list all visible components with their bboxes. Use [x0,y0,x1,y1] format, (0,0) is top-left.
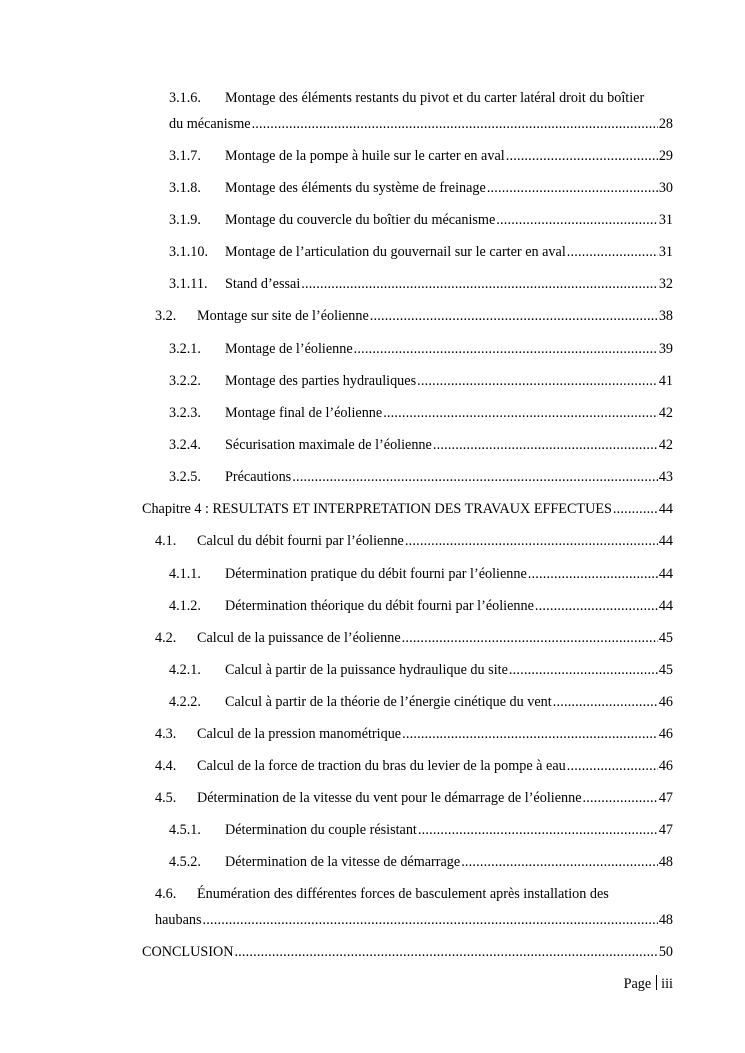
toc-page-number: 30 [658,180,673,196]
toc-entry-number: 3.1.9. [169,212,201,228]
toc-page-number: 46 [658,758,673,774]
toc-entry-number: 4.3. [155,726,177,742]
toc-entry[interactable] [0,628,745,648]
toc-entry-title: Détermination théorique du débit fourni par l’éolienne [225,598,534,614]
toc-entry[interactable] [0,88,745,108]
toc-entry[interactable] [0,210,745,230]
toc-entry-number: 4.6. [155,886,177,902]
toc-entry-number: 3.2. [155,308,177,324]
toc-entry[interactable] [0,596,745,616]
toc-page-number: 48 [658,912,673,928]
leader-dots [506,146,658,166]
toc-entry-number: 3.1.10. [169,244,209,260]
toc-page-number: 43 [658,469,673,485]
toc-entry-title-continued: du mécanisme [169,116,251,132]
leader-dots [535,596,658,616]
toc-entry-number: 3.2.4. [169,437,201,453]
toc-page-number: 44 [658,598,673,614]
toc-entry[interactable] [0,884,745,904]
toc-entry[interactable] [0,435,745,455]
toc-entry[interactable] [0,274,745,294]
toc-page-number: 42 [658,405,673,421]
toc-entry[interactable] [0,660,745,680]
toc-entry-title: Calcul de la puissance de l’éolienne [197,630,401,646]
toc-entry[interactable] [0,692,745,712]
leader-dots [252,114,658,134]
toc-entry-number: 3.1.8. [169,180,201,196]
toc-entry-continuation[interactable] [0,114,745,134]
toc-entry[interactable] [0,820,745,840]
toc-entry-number: 4.2.1. [169,662,201,678]
toc-entry-continuation[interactable] [0,910,745,930]
toc-entry[interactable] [0,756,745,776]
toc-entry-number: 4.2. [155,630,177,646]
leader-dots [354,339,658,359]
toc-entry-title: Montage des parties hydrauliques [225,373,417,389]
toc-entry-number: 4.5. [155,790,177,806]
toc-entry-title: Montage de l’éolienne [225,341,353,357]
toc-page-number: 47 [658,822,673,838]
leader-dots [461,852,658,872]
toc-page-number: 44 [658,566,673,582]
toc-page-number: 46 [658,726,673,742]
toc-page-number: 50 [658,944,673,960]
toc-entry-title: Calcul à partir de la puissance hydraulique du site [225,662,508,678]
toc-entry-number: 3.2.3. [169,405,201,421]
toc-page-number: 41 [658,373,673,389]
toc-entry[interactable] [0,242,745,262]
toc-entry-number: 3.1.11. [169,276,208,292]
leader-dots [402,724,658,744]
toc-entry-title: Énumération des différentes forces de basculement après installation des [197,886,609,902]
toc-entry-number: 4.5.1. [169,822,201,838]
toc-chapter-entry[interactable] [0,499,745,519]
leader-dots [405,531,658,551]
toc-entry-title: Montage sur site de l’éolienne [197,308,369,324]
toc-page-number: 29 [658,148,673,164]
leader-dots [417,371,658,391]
leader-dots [613,499,658,519]
leader-dots [234,942,657,962]
toc-entry-title: Détermination du couple résistant [225,822,417,838]
toc-entry[interactable] [0,339,745,359]
toc-page-number: 45 [658,662,673,678]
toc-entry[interactable] [0,371,745,391]
footer-page-number: iii [661,976,673,992]
toc-page-number: 45 [658,630,673,646]
toc-entry-title: Montage du couvercle du boîtier du mécanisme [225,212,496,228]
leader-dots [301,274,658,294]
toc-entry-number: 3.1.7. [169,148,201,164]
toc-entry-title: Montage de la pompe à huile sur le carter en aval [225,148,505,164]
toc-entry-title: Calcul à partir de la théorie de l’énergie cinétique du vent [225,694,552,710]
leader-dots [292,467,658,487]
leader-dots [418,820,658,840]
toc-entry-number: 3.1.6. [169,90,201,106]
toc-entry[interactable] [0,788,745,808]
toc-entry-number: 3.2.2. [169,373,201,389]
toc-entry-number: 3.2.1. [169,341,201,357]
toc-entry-number: 4.1.2. [169,598,201,614]
toc-page-number: 39 [658,341,673,357]
toc-entry-title: Montage final de l’éolienne [225,405,383,421]
toc-entry[interactable] [0,724,745,744]
toc-entry-number: 4.2.2. [169,694,201,710]
toc-entry[interactable] [0,403,745,423]
toc-entry[interactable] [0,146,745,166]
toc-page-number: 38 [658,308,673,324]
toc-chapter-entry[interactable] [0,942,745,962]
toc-entry-number: 3.2.5. [169,469,201,485]
toc-entry-title: Détermination pratique du débit fourni par l’éolienne [225,566,527,582]
toc-page-number: 42 [658,437,673,453]
toc-page-number: 44 [658,501,673,517]
toc-page-number: 31 [658,212,673,228]
toc-entry[interactable] [0,531,745,551]
toc-page-number: 44 [658,533,673,549]
leader-dots [583,788,658,808]
leader-dots [370,306,658,326]
toc-page-number: 31 [658,244,673,260]
toc-entry-title-continued: haubans [155,912,202,928]
toc-page-number: 48 [658,854,673,870]
toc-page-number: 28 [658,116,673,132]
leader-dots [567,242,658,262]
leader-dots [402,628,658,648]
leader-dots [509,660,658,680]
toc-entry-title: Précautions [225,469,292,485]
toc-entry-title: Calcul de la force de traction du bras du levier de la pompe à eau [197,758,566,774]
toc-page-number: 32 [658,276,673,292]
leader-dots [528,564,658,584]
toc-entry[interactable] [0,467,745,487]
leader-dots [487,178,658,198]
footer-page-label: Page [623,976,652,992]
toc-entry-number: 4.1. [155,533,177,549]
toc-entry-number: 4.5.2. [169,854,201,870]
toc-entry-title: Stand d’essai [225,276,301,292]
leader-dots [433,435,658,455]
toc-entry-title: Détermination de la vitesse du vent pour le démarrage de l’éolienne [197,790,582,806]
toc-entry-number: 4.4. [155,758,177,774]
toc-entry[interactable] [0,852,745,872]
toc-chapter-title: Chapitre 4 : RESULTATS ET INTERPRETATION DES TRAVAUX EFFECTUES [142,501,612,517]
leader-dots [203,910,658,930]
toc-entry-title: Calcul de la pression manométrique [197,726,402,742]
footer-separator [656,975,657,990]
toc-entry-title: Montage de l’articulation du gouvernail sur le carter en aval [225,244,566,260]
toc-entry-title: Calcul du débit fourni par l’éolienne [197,533,404,549]
page-footer [624,974,673,994]
toc-entry-number: 4.1.1. [169,566,201,582]
leader-dots [553,692,658,712]
toc-chapter-title: CONCLUSION [142,944,234,960]
leader-dots [383,403,658,423]
toc-entry-title: Montage des éléments du système de freinage [225,180,486,196]
leader-dots [567,756,658,776]
toc-page-number: 46 [658,694,673,710]
toc-entry[interactable] [0,306,745,326]
toc-entry-title: Détermination de la vitesse de démarrage [225,854,461,870]
toc-page-number: 47 [658,790,673,806]
toc-entry[interactable] [0,178,745,198]
toc-entry-title: Sécurisation maximale de l’éolienne [225,437,432,453]
leader-dots [496,210,658,230]
toc-entry[interactable] [0,564,745,584]
toc-entry-title: Montage des éléments restants du pivot et du carter latéral droit du boîtier [225,90,645,106]
